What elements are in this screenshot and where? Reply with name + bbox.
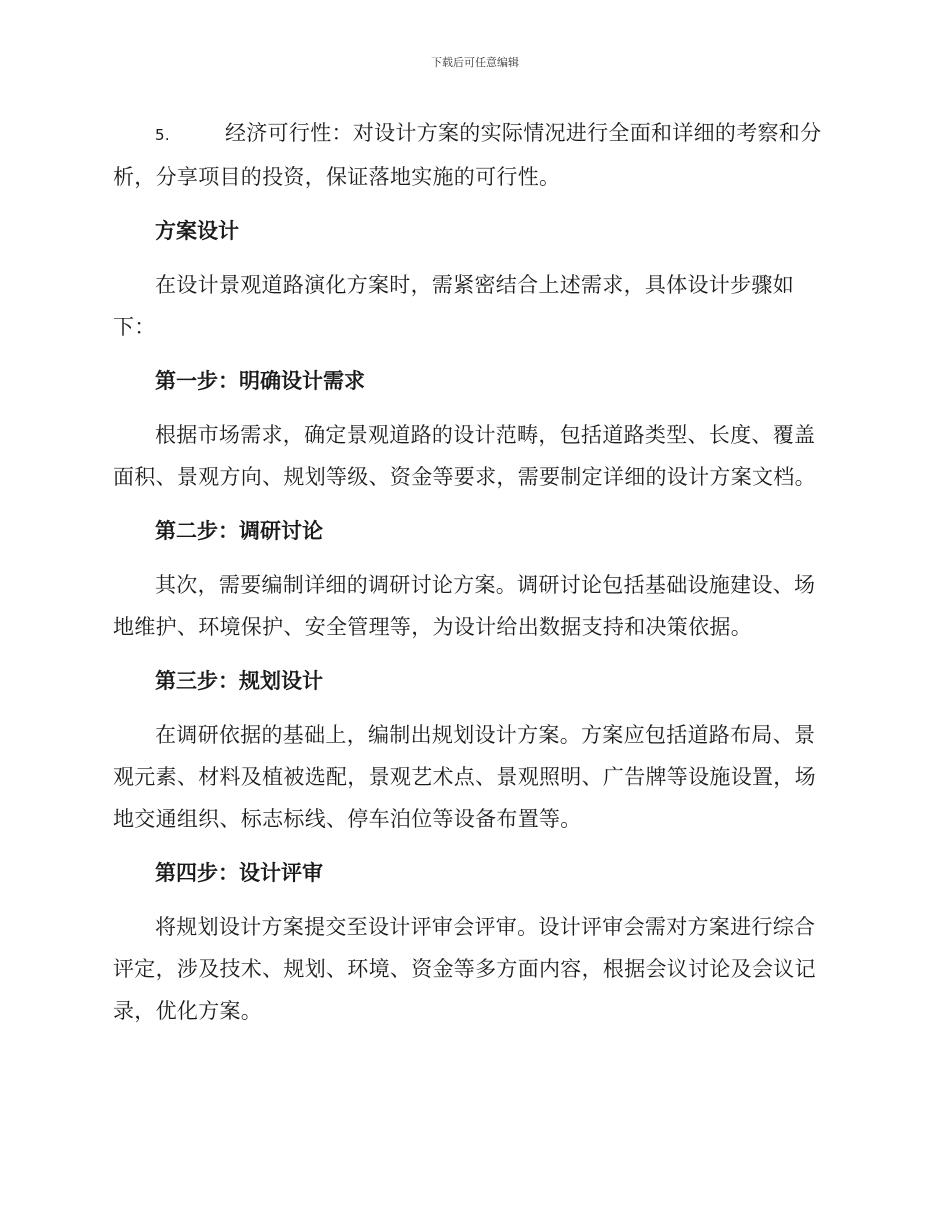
list-item-text: 经济可行性：对设计方案的实际情况进行全面和详细的考察和分析，分享项目的投资，保证落地实施的可行性。 xyxy=(113,121,822,189)
intro-paragraph: 在设计景观道路演化方案时，需紧密结合上述需求，具体设计步骤如下： xyxy=(113,273,794,339)
step-2-body: 其次，需要编制详细的调研讨论方案。调研讨论包括基础设施建设、场地维护、环境保护、安全管理等，为设计给出数据支持和决策依据。 xyxy=(113,573,816,639)
list-item-5 xyxy=(113,112,835,198)
document-body xyxy=(113,112,835,1044)
step-1-title: 第一步：明确设计需求 xyxy=(155,369,365,393)
step-3-title: 第三步：规划设计 xyxy=(155,669,323,693)
section-title: 方案设计 xyxy=(155,219,239,243)
step-4-title: 第四步：设计评审 xyxy=(155,861,323,885)
header-note: 下载后可任意编辑 xyxy=(431,56,519,69)
step-1-body: 根据市场需求，确定景观道路的设计范畴，包括道路类型、长度、覆盖面积、景观方向、规划等级、资金等要求，需要制定详细的设计方案文档。 xyxy=(113,423,816,489)
step-3-body: 在调研依据的基础上，编制出规划设计方案。方案应包括道路布局、景观元素、材料及植被选配，景观艺术点、景观照明、广告牌等设施设置，场地交通组织、标志标线、停车泊位等设备布置等。 xyxy=(113,723,816,831)
list-item-number: 5. xyxy=(155,126,170,144)
step-4-body: 将规划设计方案提交至设计评审会评审。设计评审会需对方案进行综合评定，涉及技术、规划、环境、资金等多方面内容，根据会议讨论及会议记录，优化方案。 xyxy=(113,915,816,1023)
step-2-title: 第二步：调研讨论 xyxy=(155,519,323,543)
